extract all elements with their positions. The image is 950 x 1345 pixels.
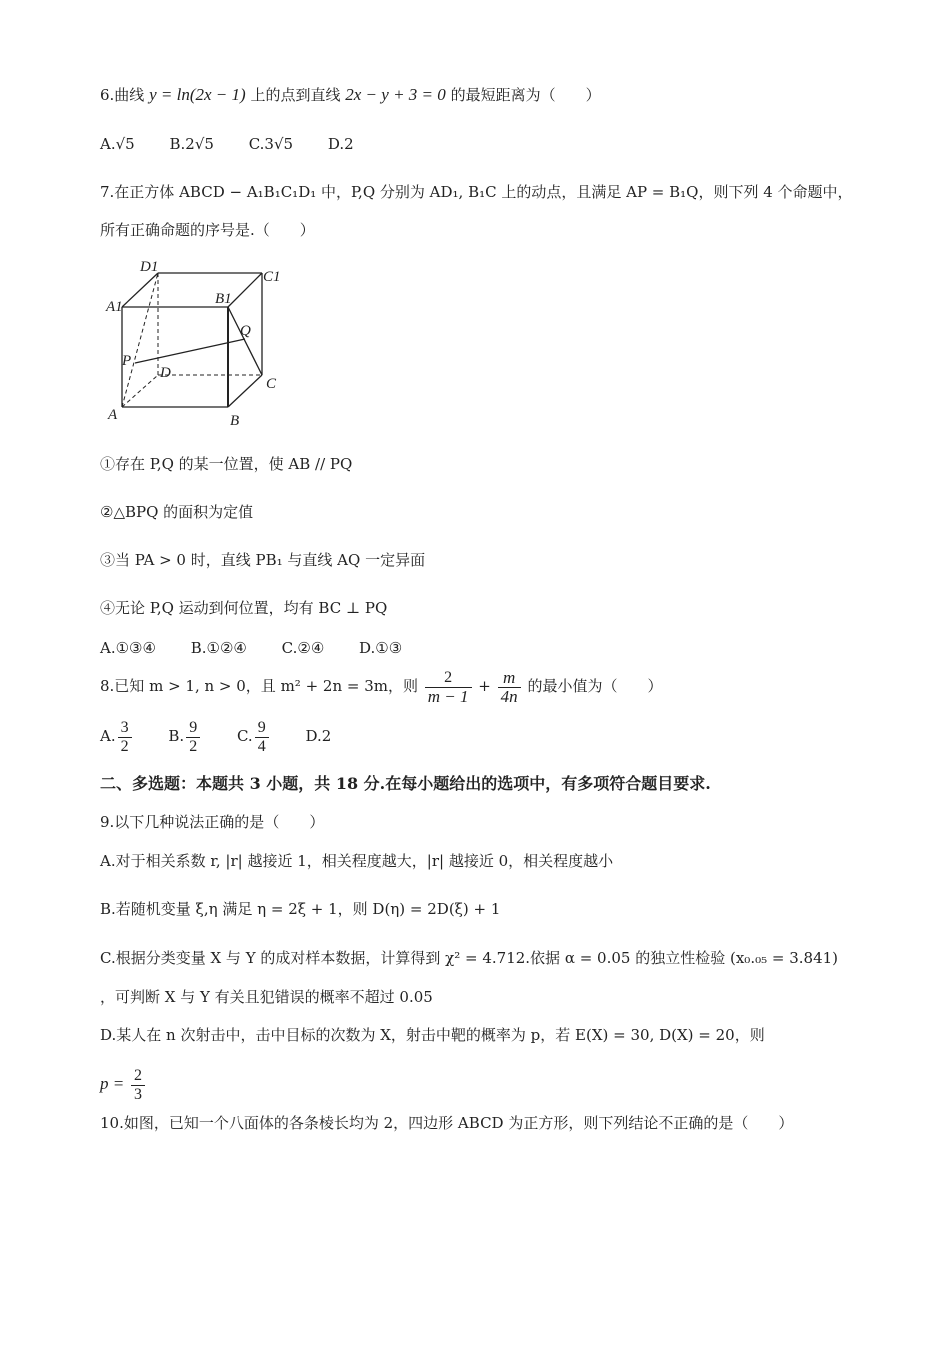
q6-curve: y = ln(2x − 1) xyxy=(149,85,246,104)
q7-stem-line2: 所有正确命题的序号是.（ ） xyxy=(100,221,315,239)
q6-option-c: C.3√5 xyxy=(248,135,294,153)
q6-option-d: D.2 xyxy=(327,135,354,153)
label-a: A xyxy=(108,407,118,423)
label-q: Q xyxy=(240,323,251,339)
q7-option-a: A.①③④ xyxy=(100,639,156,657)
q9-option-c-line1: C.根据分类变量 X 与 Y 的成对样本数据，计算得到 χ² = 4.712.依据 α = 0.05 的独立性检验 (x₀.₀₅ = 3.841) xyxy=(100,949,839,967)
label-p: P xyxy=(122,353,132,369)
q9-option-b: B.若随机变量 ξ,η 满足 η = 2ξ + 1，则 D(η) = 2D(ξ) + 1 xyxy=(100,900,501,918)
q7-option-c: C.②④ xyxy=(281,639,325,657)
q7-stem-line1: 7.在正方体 ABCD − A₁B₁C₁D₁ 中，P,Q 分别为 AD₁, B₁C 上的动点，且满足 AP = B₁Q，则下列 4 个命题中， xyxy=(100,183,853,201)
q8-prefix: 8.已知 m > 1, n > 0，且 m² + 2n = 3m，则 xyxy=(100,677,418,695)
q8-option-d: D.2 xyxy=(305,727,332,745)
q6-option-b: B.2√5 xyxy=(169,135,214,153)
q6-stem xyxy=(100,85,601,105)
q9-stem: 9.以下几种说法正确的是（ ） xyxy=(100,813,325,831)
q8-options xyxy=(100,714,361,758)
label-c1: C1 xyxy=(263,269,281,285)
q10-stem: 10.如图，已知一个八面体的各条棱长均为 2，四边形 ABCD 为正方形，则下列结论不正确的是（ ） xyxy=(100,1114,794,1132)
label-b1: B1 xyxy=(215,291,232,307)
q7-statement-4: ④无论 P,Q 运动到何位置，均有 BC ⊥ PQ xyxy=(100,599,388,617)
q7-statement-2: ②△BPQ 的面积为定值 xyxy=(100,503,254,521)
q8-plus: + xyxy=(478,677,491,695)
q7-statement-3: ③当 PA > 0 时，直线 PB₁ 与直线 AQ 一定异面 xyxy=(100,551,426,569)
q6-line-equation: 2x − y + 3 = 0 xyxy=(345,85,446,104)
section2-heading: 二、多选题：本题共 3 小题，共 18 分.在每小题给出的选项中，有多项符合题目要求. xyxy=(100,774,711,793)
q6-suffix: 的最短距离为（ ） xyxy=(450,86,601,104)
cube-figure xyxy=(100,255,300,435)
label-a1: A1 xyxy=(106,299,123,315)
q8-fraction-2: $\frac{m}{4n}$ xyxy=(498,669,521,706)
q8-option-b: B. $\frac{9}{2}$ xyxy=(168,714,202,758)
q8-option-a: A. $\frac{3}{2}$ xyxy=(100,714,134,758)
q6-prefix: 6.曲线 xyxy=(100,86,145,104)
q9-option-c-line2: ，可判断 X 与 Y 有关且犯错误的概率不超过 0.05 xyxy=(100,988,433,1006)
q6-option-a: A.√5 xyxy=(100,135,135,153)
q6-mid: 上的点到直线 xyxy=(250,86,341,104)
q7-option-b: B.①②④ xyxy=(190,639,247,657)
label-d1: D1 xyxy=(140,259,159,275)
label-c: C xyxy=(266,376,277,392)
q9-d-fraction: $\frac{2}{3}$ xyxy=(131,1067,145,1104)
label-d: D xyxy=(160,365,171,381)
q9-option-d-line1: D.某人在 n 次射击中，击中目标的次数为 X，射击中靶的概率为 p，若 E(X) = 30, D(X) = 20，则 xyxy=(100,1026,765,1044)
q7-options xyxy=(100,638,432,658)
q8-option-c: C. $\frac{9}{4}$ xyxy=(237,714,271,758)
label-b: B xyxy=(230,413,240,429)
q7-statement-1: ①存在 P,Q 的某一位置，使 AB // PQ xyxy=(100,455,353,473)
q8-fraction-1: $\frac{2}{m - 1}$ xyxy=(425,669,472,706)
q7-option-d: D.①③ xyxy=(359,639,403,657)
q9-option-a: A.对于相关系数 r, |r| 越接近 1，相关程度越大，|r| 越接近 0，相关程度越小 xyxy=(100,852,614,870)
q6-options xyxy=(100,134,384,154)
q9-option-d-line2: p = $\frac{2}{3}$ xyxy=(100,1062,147,1106)
q8-stem xyxy=(100,664,662,708)
q8-suffix: 的最小值为（ ） xyxy=(527,677,663,695)
